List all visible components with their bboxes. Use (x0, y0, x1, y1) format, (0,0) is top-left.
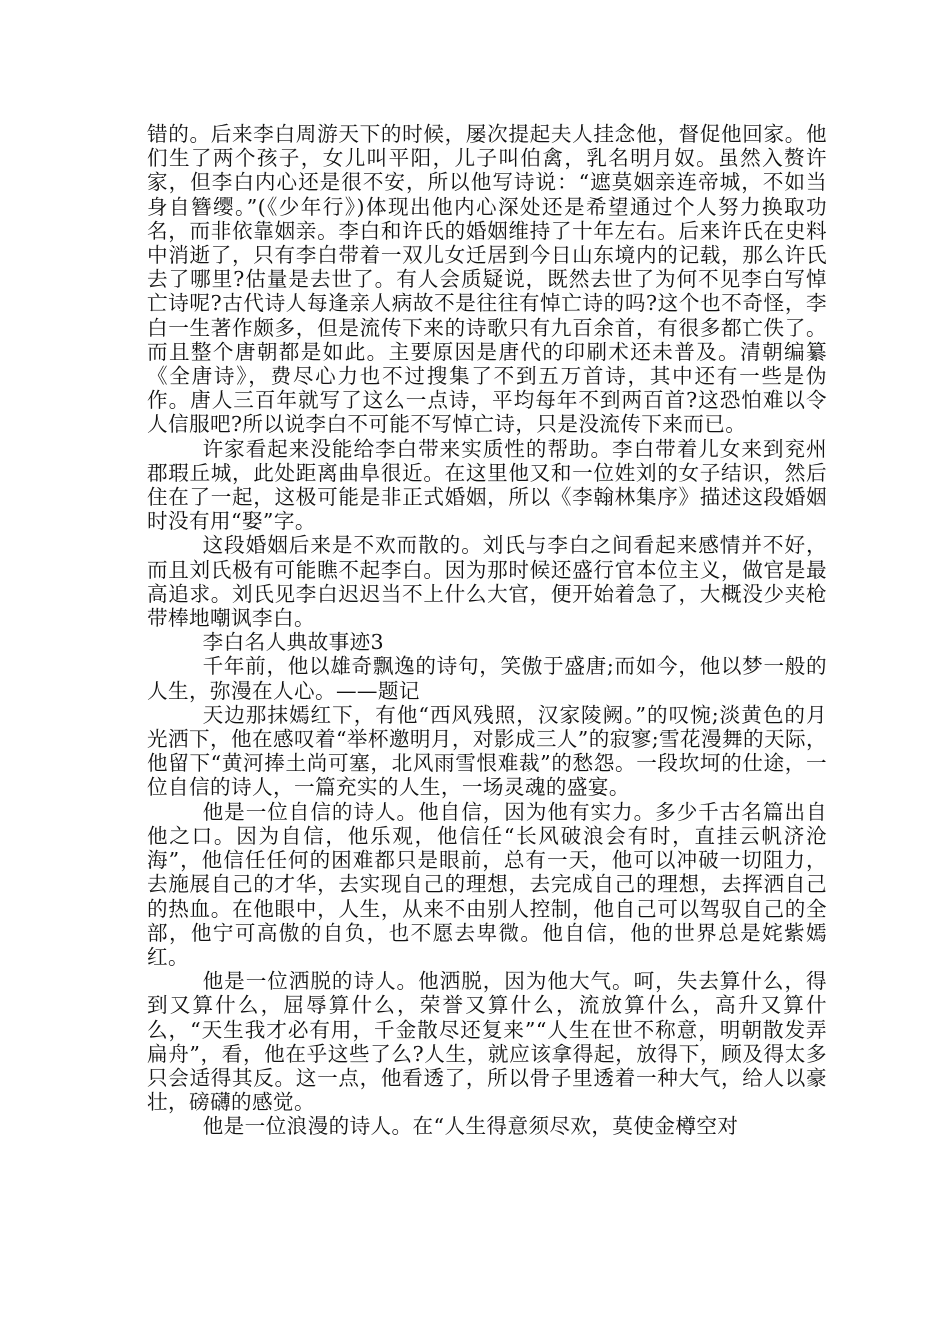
document-page (147, 122, 827, 1139)
section-heading: 李白名人典故事迹3 (202, 630, 385, 655)
paragraph-continuation: 错的。后来李白周游天下的时候，屡次提起夫人挂念他，督促他回家。他们生了两个孩子，女儿叫平阳，儿子叫伯禽，乳名明月奴。虽然入赘许家，但李白内心还是很不安，所以他写诗说：“遮莫姻亲连帝城，不如当身自簪缨。”(《少年行》)体现出他内心深处还是希望通过个人努力换取功名，而非依靠姻亲。李白和许氏的婚姻维持了十年左右。后来许氏在史料中消逝了，只有李白带着一双儿女迁居到今日山东境内的记载，那么许氏去了哪里?估量是去世了。有人会质疑说，既然去世了为何不见李白写悼亡诗呢?古代诗人每逢亲人病故不是往往有悼亡诗的吗?这个也不奇怪，李白一生著作颇多，但是流传下来的诗歌只有九百余首，有很多都亡佚了。而且整个唐朝都是如此。主要原因是唐代的印刷术还未普及。清朝编纂《全唐诗》，费尽心力也不过搜集了不到五万首诗，其中还有一些是伪作。唐人三百年就写了这么一点诗，平均每年不到两百首?这恐怕难以令人信服吧?所以说李白不可能不写悼亡诗，只是没流传下来而已。 (147, 122, 827, 437)
paragraph-confident-poet: 他是一位自信的诗人。他自信，因为他有实力。多少千古名篇出自他之口。因为自信，他乐观，他信任“长风破浪会有时，直挂云帆济沧海”，他信任任何的困难都只是眼前，总有一天，他可以冲破一切阻力，去施展自己的才华，去实现自己的理想，去完成自己的理想，去挥洒自己的热血。在他眼中，人生，从来不由别人控制，他自己可以驾驭自己的全部，他宁可高傲的自负，也不愿去卑微。他自信，他的世界总是姹紫嫣红。 (147, 799, 827, 969)
paragraph-epigraph: 千年前，他以雄奇飘逸的诗句，笑傲于盛唐;而如今，他以梦一般的人生，弥漫在人心。——题记 (147, 654, 827, 703)
paragraph-liu-marriage: 这段婚姻后来是不欢而散的。刘氏与李白之间看起来感情并不好，而且刘氏极有可能瞧不起李白。因为那时候还盛行官本位主义，做官是最高追求。刘氏见李白迟迟当不上什么大官，便开始着急了，大概没少夹枪带棒地嘲讽李白。 (147, 533, 827, 631)
paragraph-sunset: 天边那抹嫣红下，有他“西风残照，汉家陵阙。”的叹惋;淡黄色的月光洒下，他在感叹着“举杯邀明月，对影成三人”的寂寥;雪花漫舞的天际，他留下“黄河捧土尚可塞，北风雨雪恨难裁”的愁怨。一段坎坷的仕途，一位自信的诗人，一篇充实的人生，一场灵魂的盛宴。 (147, 702, 827, 800)
paragraph-free-spirited-poet: 他是一位洒脱的诗人。他洒脱，因为他大气。呵，失去算什么，得到又算什么，屈辱算什么，荣誉又算什么，流放算什么，高升又算什么，“天生我才必有用，千金散尽还复来”“人生在世不称意，明朝散发弄扁舟”，看，他在乎这些了么?人生，就应该拿得起，放得下，顾及得太多只会适得其反。这一点，他看透了，所以骨子里透着一种大气，给人以豪壮，磅礴的感觉。 (147, 969, 827, 1115)
paragraph-xu-family: 许家看起来没能给李白带来实质性的帮助。李白带着儿女来到兖州郡瑕丘城，此处距离曲阜很近。在这里他又和一位姓刘的女子结识，然后住在了一起，这极可能是非正式婚姻，所以《李翰林集序》描述这段婚姻时没有用“娶”字。 (147, 436, 827, 534)
paragraph-romantic-poet: 他是一位浪漫的诗人。在“人生得意须尽欢，莫使金樽空对 (202, 1114, 739, 1139)
